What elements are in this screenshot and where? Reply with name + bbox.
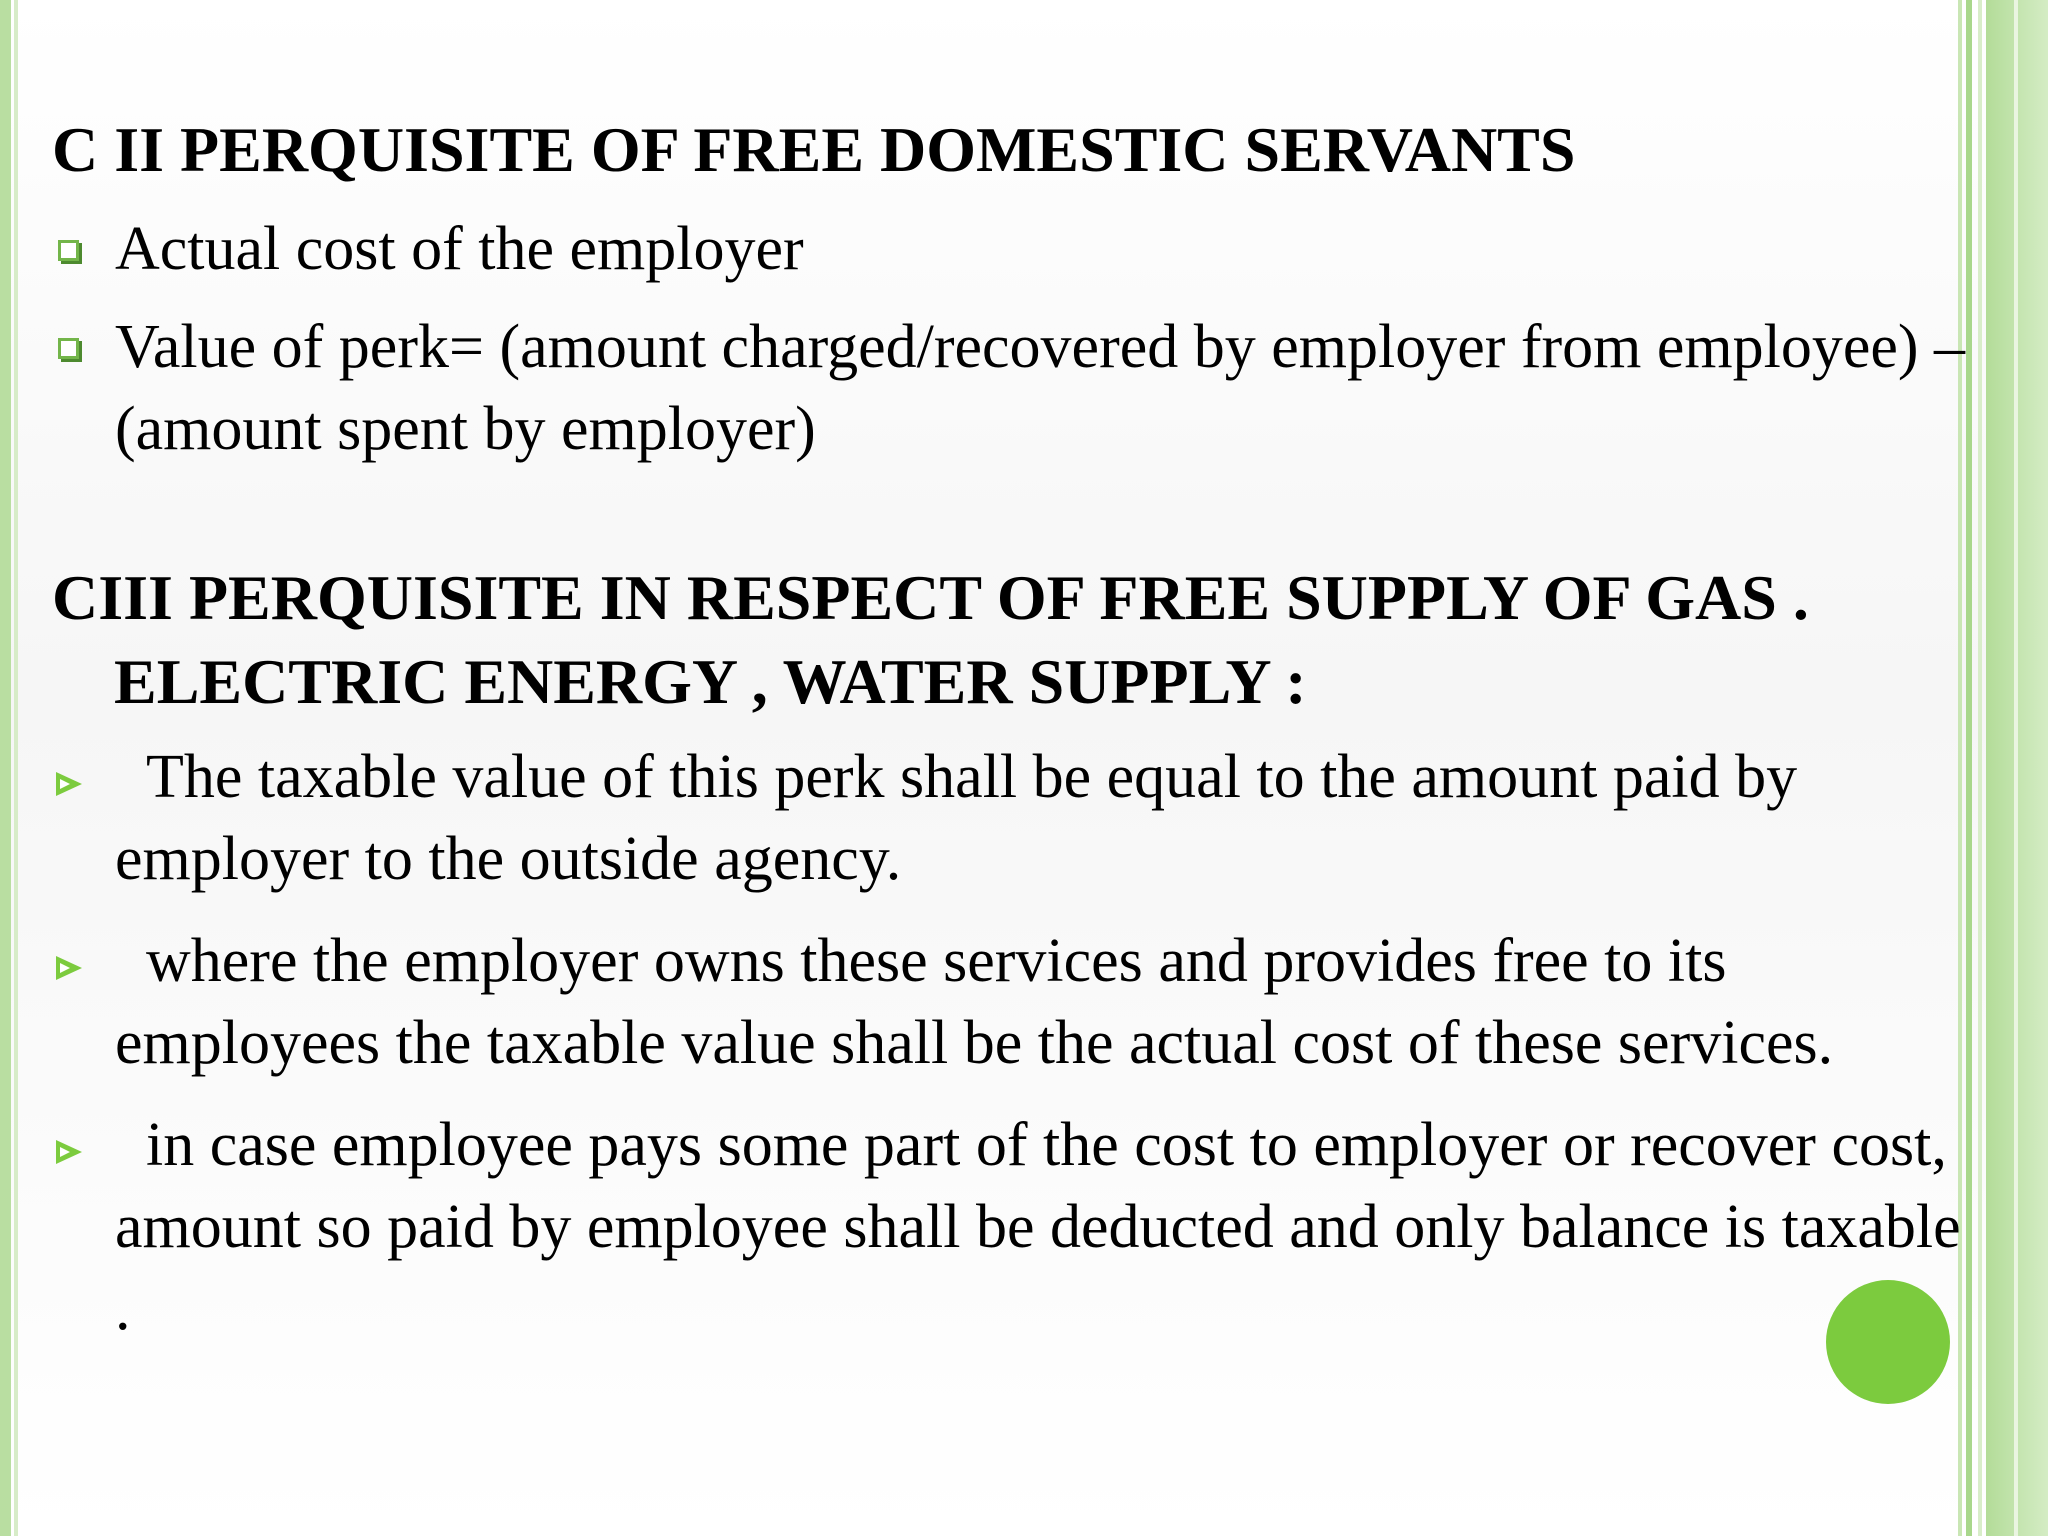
arrow-bullet-icon	[56, 772, 82, 796]
list-item	[52, 736, 1982, 900]
arrow-bullet-icon	[56, 1140, 82, 1164]
list-item-text: Actual cost of the employer	[115, 215, 804, 283]
slide-content	[52, 108, 1982, 1350]
list-item	[52, 1104, 1982, 1350]
arrow-bullet-icon	[56, 956, 82, 980]
list-item	[52, 208, 1982, 290]
section-heading-gas-electric-water: CIII PERQUISITE IN RESPECT OF FREE SUPPLY OF GAS . ELECTRIC ENERGY , WATER SUPPLY :	[52, 562, 1809, 717]
green-circle-decoration	[1826, 1280, 1950, 1404]
list-item-text: where the employer owns these services and provides free to its employees the taxable value shall be the actual cost of these services.	[115, 927, 1834, 1077]
left-border-decoration	[0, 0, 11, 1536]
list-item-text: The taxable value of this perk shall be equal to the amount paid by employer to the outside agency.	[115, 743, 1813, 893]
list-item-text: in case employee pays some part of the cost to employer or recover cost, amount so paid by employee shall be deducted and only balance is taxable .	[115, 1111, 1977, 1343]
right-border-line	[2014, 0, 2018, 1536]
list-item	[52, 306, 1982, 470]
list-item-text: Value of perk= (amount charged/recovered by employer from employee) – (amount spent by employer)	[115, 313, 1966, 463]
left-border-line	[14, 0, 18, 1536]
square-bullet-icon	[58, 240, 79, 261]
section-heading-domestic-servants: C II PERQUISITE OF FREE DOMESTIC SERVANTS	[52, 114, 1576, 185]
square-bullet-icon	[58, 338, 79, 359]
list-item	[52, 920, 1982, 1084]
